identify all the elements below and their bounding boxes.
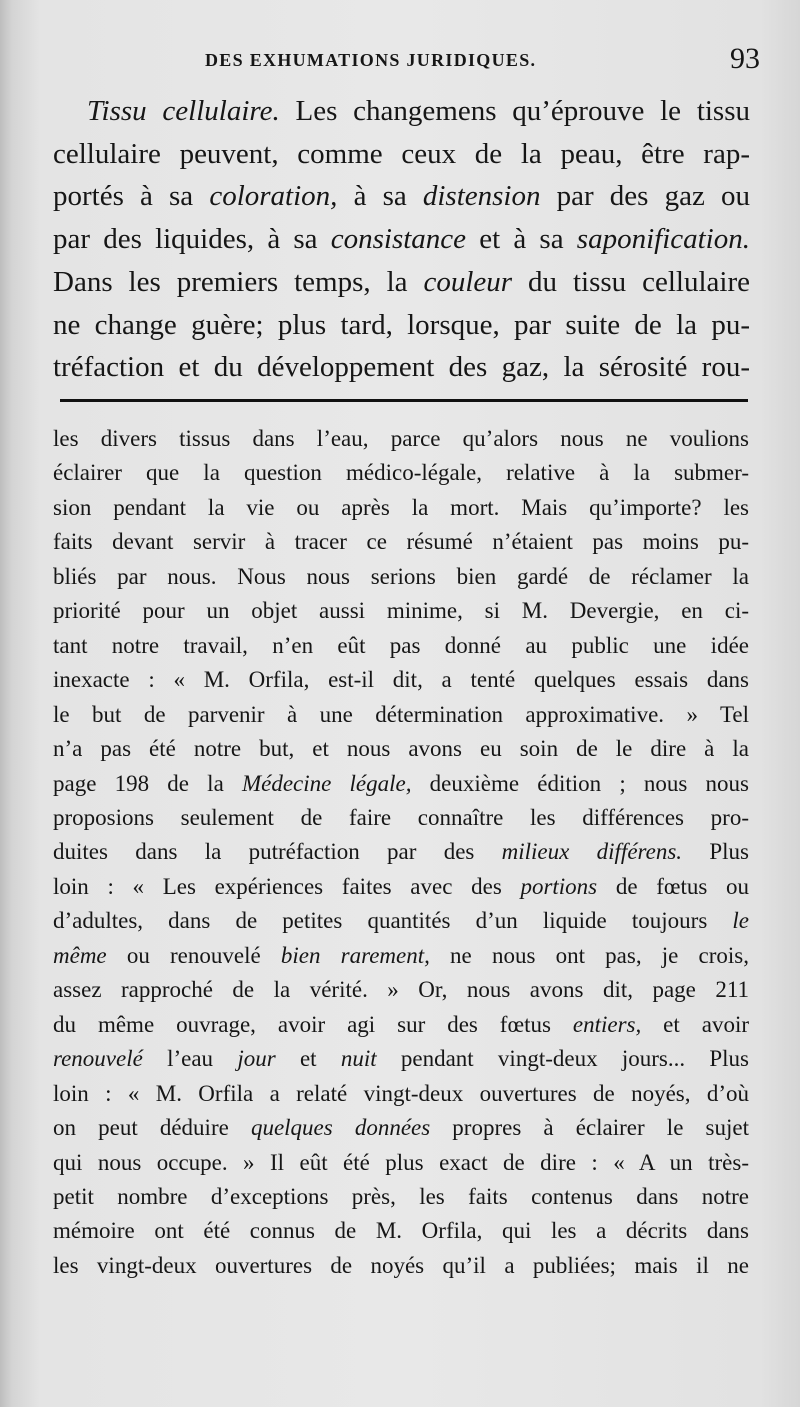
text-segment: tréfaction et du développement des gaz, la sérosité rou- [53, 351, 750, 384]
footnote-line [53, 560, 749, 594]
text-segment: Dans les premiers temps, la [53, 265, 424, 298]
italic-text-segment: même [53, 942, 107, 968]
italic-text-segment: quelques données [250, 1115, 431, 1141]
text-segment: à sa [337, 180, 423, 213]
text-segment: Les changemens qu’éprouve le tissu [279, 95, 751, 127]
italic-text-segment: milieux différens. [501, 839, 683, 865]
text-segment: inexacte : « M. Orfila, est-il dit, a tenté quelques essais dans [53, 667, 749, 693]
footnote-line [53, 835, 749, 869]
main-text-line [53, 175, 750, 218]
footnote-line [53, 801, 749, 835]
text-segment: pendant vingt-deux jours... Plus [376, 1046, 749, 1072]
text-segment: assez rapproché de la vérité. » Or, nous avons dit, page 211 [53, 977, 749, 1003]
footnote-text [53, 422, 749, 1283]
text-segment: ne nous ont pas, je crois, [429, 942, 749, 968]
footnote-line [53, 491, 749, 525]
text-segment: et avoir [641, 1011, 749, 1037]
footnote-line [53, 1008, 749, 1042]
footnote-line [53, 456, 749, 490]
text-segment: les vingt-deux ouvertures de noyés qu’il a publiées; mais il ne [53, 1252, 749, 1278]
text-segment: priorité pour un objet aussi minime, si M. Devergie, en ci- [53, 598, 749, 624]
italic-text-segment: renouvelé [53, 1046, 143, 1072]
text-segment: et à sa [466, 223, 577, 256]
text-segment: bliés par nous. Nous nous serions bien gardé de réclamer la [53, 563, 749, 589]
text-segment: deuxième édition ; nous nous [411, 770, 749, 796]
text-segment: petit nombre d’exceptions près, les faits contenus dans notre [53, 1183, 749, 1209]
footnote-line [53, 663, 749, 697]
footnote-line [53, 904, 749, 938]
footnote-line [53, 525, 749, 559]
text-segment: qui nous occupe. » Il eût été plus exact de dire : « A un très- [53, 1149, 749, 1175]
text-segment: proposions seulement de faire connaître les différences pro- [53, 804, 749, 830]
text-segment: et [275, 1046, 341, 1072]
italic-text-segment: consistance [330, 223, 467, 256]
footnote-separator-rule [60, 399, 748, 402]
italic-text-segment: saponification. [576, 223, 750, 256]
text-segment: tant notre travail, n’en eût pas donné au public une idée [53, 632, 749, 658]
italic-text-segment: nuit [340, 1046, 377, 1072]
italic-text-segment: le [732, 908, 749, 934]
text-segment: faits devant servir à tracer ce résumé n’étaient pas moins pu- [53, 529, 749, 555]
main-text-body [53, 90, 750, 389]
text-segment: l’eau [142, 1046, 238, 1072]
page-header [205, 42, 760, 78]
footnote-line [53, 1214, 749, 1248]
text-segment: par des gaz ou [540, 180, 750, 213]
text-segment: d’adultes, dans de petites quantités d’un liquide toujours [53, 908, 733, 934]
main-text-line [53, 261, 750, 304]
text-segment: loin : « Les expériences faites avec des [53, 873, 521, 899]
footnote-line [53, 422, 749, 456]
text-segment: de fœtus ou [597, 873, 749, 899]
text-segment: ou renouvelé [106, 942, 281, 968]
footnote-line [53, 870, 749, 904]
footnote-line [53, 1249, 749, 1283]
page-number: 93 [730, 42, 760, 75]
main-text-line [53, 346, 750, 389]
footnote-line [53, 939, 749, 973]
footnote-line [53, 594, 749, 628]
italic-text-segment: coloration, [209, 180, 338, 213]
text-segment: loin : « M. Orfila a relaté vingt-deux ouvertures de noyés, d’où [53, 1080, 749, 1106]
main-text-line [53, 90, 750, 133]
footnote-line [53, 698, 749, 732]
text-segment: on peut déduire [53, 1115, 251, 1141]
text-segment: le but de parvenir à une détermination approximative. » Tel [53, 701, 749, 727]
text-segment: portés à sa [53, 180, 210, 213]
text-segment: duites dans la putréfaction par des [53, 839, 502, 865]
italic-text-segment: Tissu cellulaire. [87, 95, 280, 127]
text-segment: du même ouvrage, avoir agi sur des fœtus [53, 1011, 573, 1037]
text-segment: n’a pas été notre but, et nous avons eu soin de le dire à la [53, 736, 749, 762]
text-segment: propres à éclairer le sujet [430, 1115, 749, 1141]
text-segment: ne change guère; plus tard, lorsque, par suite de la pu- [53, 308, 750, 341]
footnote-line [53, 732, 749, 766]
italic-text-segment: distension [422, 180, 541, 213]
footnote-line [53, 1042, 749, 1076]
footnote-line [53, 1111, 749, 1145]
text-segment: sion pendant la vie ou après la mort. Mais qu’importe? les [53, 494, 749, 520]
italic-text-segment: portions [520, 873, 598, 899]
main-text-line [53, 218, 750, 261]
footnote-line [53, 973, 749, 1007]
footnote-line [53, 629, 749, 663]
text-segment: du tissu cellulaire [512, 265, 750, 298]
text-segment: page 198 de la [53, 770, 242, 796]
text-segment: cellulaire peuvent, comme ceux de la peau, être rap- [53, 137, 750, 170]
footnote-line [53, 1146, 749, 1180]
text-segment: mémoire ont été connus de M. Orfila, qui les a décrits dans [53, 1218, 749, 1244]
text-segment: par des liquides, à sa [53, 223, 331, 256]
main-text-line [53, 133, 750, 176]
main-text-line [53, 304, 750, 347]
italic-text-segment: couleur [423, 265, 513, 298]
italic-text-segment: entiers, [572, 1011, 642, 1037]
footnote-line [53, 1180, 749, 1214]
text-segment: éclairer que la question médico-légale, relative à la submer- [53, 460, 749, 486]
text-segment: Plus [682, 839, 749, 865]
italic-text-segment: bien rarement, [280, 942, 430, 968]
footnote-line [53, 767, 749, 801]
italic-text-segment: jour [237, 1046, 276, 1072]
footnote-line [53, 1077, 749, 1111]
italic-text-segment: Médecine légale, [241, 770, 412, 796]
running-head: DES EXHUMATIONS JURIDIQUES. [205, 50, 537, 70]
text-segment: les divers tissus dans l’eau, parce qu’alors nous ne voulions [53, 426, 749, 451]
